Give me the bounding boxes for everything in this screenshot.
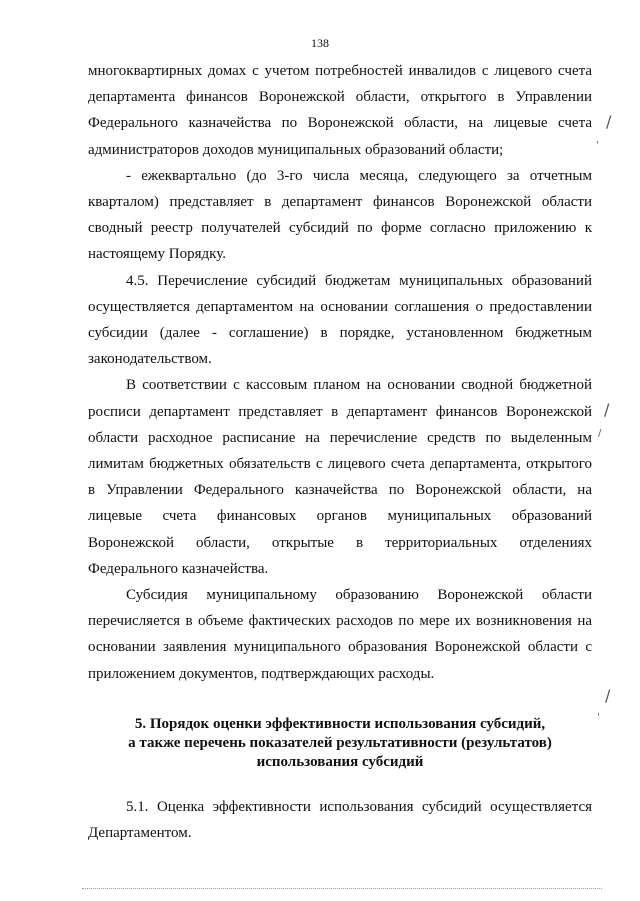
bottom-rule <box>82 888 602 889</box>
section-heading-line-3: использования субсидий <box>256 753 424 770</box>
paragraph-cash-plan: В соответствии с кассовым планом на основании сводной бюджетной росписи департамент представляет в департамент финансов Воронежской области расходное расписание на перечисление средств по выделенным лимитам бюджетных обязательств с лицевого счета департамента, открытого в Управлении Федерального казначейства по Воронежской области, на лицевые счета финансовых органов муниципальных образований Воронежской области, открытые в территориальных отделениях Федерального казначейства. <box>88 377 592 577</box>
margin-mark: / <box>598 428 602 439</box>
paragraph-4-5: 4.5. Перечисление субсидий бюджетам муниципальных образований осуществляется департаментом на основании соглашения о предоставлении субсидии (далее - соглашение) в порядке, установленном бюджетным законодательством. <box>88 272 592 368</box>
section-heading-line-1: 5. Порядок оценки эффективности использования субсидий, <box>134 715 546 732</box>
paragraph-quarterly-report: - ежеквартально (до 3-го числа месяца, следующего за отчетным кварталом) представляет в департамент финансов Воронежской области сводный реестр получателей субсидий по форме согласно приложению к настоящему Порядку. <box>88 167 592 263</box>
document-body <box>88 58 592 846</box>
margin-mark: / <box>604 400 610 419</box>
margin-mark: / <box>605 686 611 705</box>
margin-mark: ' <box>596 140 599 151</box>
section-heading <box>88 715 592 772</box>
paragraph-subsidy-transfer: Субсидия муниципальному образованию Воронежской области перечисляется в объеме фактических расходов по мере их возникновения на основании заявления муниципального образования Воронежской области с приложением документов, подтверждающих расходы. <box>88 587 592 682</box>
margin-mark: / <box>606 112 612 131</box>
margin-mark: ' <box>597 712 600 723</box>
page-number: 138 <box>311 36 329 50</box>
paragraph-5-1: 5.1. Оценка эффективности использования субсидий осуществляется Департаментом. <box>88 798 592 842</box>
paragraph-continuation: многоквартирных домах с учетом потребностей инвалидов с лицевого счета департамента финансов Воронежской области, открытого в Управлении Федерального казначейства по Воронежской области, на лицевые счета администраторов доходов муниципальных образований области; <box>88 63 592 158</box>
section-heading-line-2: а также перечень показателей результативности (результатов) <box>128 734 552 751</box>
